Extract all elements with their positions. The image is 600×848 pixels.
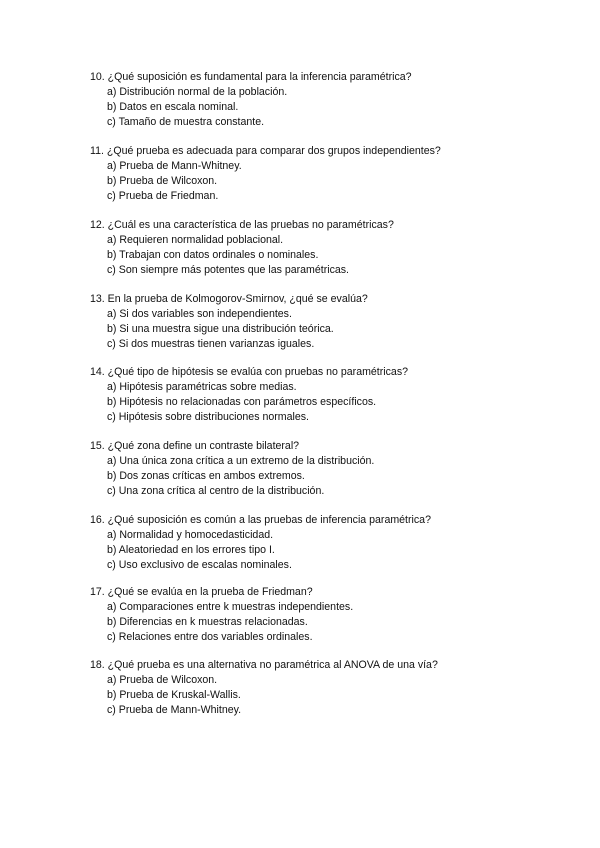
option-c: c) Tamaño de muestra constante.	[107, 115, 265, 128]
option-c: c) Relaciones entre dos variables ordinales.	[107, 630, 313, 643]
question-text: 12. ¿Cuál es una característica de las pruebas no paramétricas?	[90, 219, 394, 231]
option-b: b) Trabajan con datos ordinales o nominales.	[107, 248, 319, 261]
question-18	[90, 658, 570, 717]
question-17	[90, 585, 570, 644]
option-b: b) Dos zonas críticas en ambos extremos.	[107, 469, 305, 482]
option-c: c) Prueba de Friedman.	[107, 189, 219, 202]
option-c: c) Prueba de Mann-Whitney.	[107, 703, 242, 716]
option-c: c) Una zona crítica al centro de la distribución.	[107, 484, 325, 497]
option-c: c) Uso exclusivo de escalas nominales.	[107, 558, 292, 571]
question-text: 16. ¿Qué suposición es común a las pruebas de inferencia paramétrica?	[90, 514, 431, 526]
option-a: a) Hipótesis paramétricas sobre medias.	[107, 381, 297, 393]
option-a: a) Si dos variables son independientes.	[107, 308, 292, 320]
question-13	[90, 292, 570, 351]
option-b: b) Si una muestra sigue una distribución teórica.	[107, 322, 334, 335]
option-a: a) Requieren normalidad poblacional.	[107, 234, 284, 246]
question-text: 15. ¿Qué zona define un contraste bilateral?	[90, 440, 300, 452]
question-text: 13. En la prueba de Kolmogorov-Smirnov, ¿qué se evalúa?	[90, 293, 368, 305]
question-16	[90, 513, 570, 572]
option-a: a) Prueba de Mann-Whitney.	[107, 160, 242, 172]
question-text: 10. ¿Qué suposición es fundamental para la inferencia paramétrica?	[90, 71, 412, 83]
question-text: 18. ¿Qué prueba es una alternativa no paramétrica al ANOVA de una vía?	[90, 659, 438, 671]
question-text: 17. ¿Qué se evalúa en la prueba de Friedman?	[90, 586, 313, 598]
option-b: b) Datos en escala nominal.	[107, 100, 239, 113]
question-10	[90, 70, 570, 129]
option-c: c) Si dos muestras tienen varianzas iguales.	[107, 337, 315, 350]
option-a: a) Distribución normal de la población.	[107, 86, 288, 98]
option-a: a) Comparaciones entre k muestras independientes.	[107, 601, 354, 613]
option-b: b) Prueba de Wilcoxon.	[107, 174, 218, 187]
option-b: b) Prueba de Kruskal-Wallis.	[107, 688, 241, 701]
option-b: b) Diferencias en k muestras relacionadas.	[107, 615, 308, 628]
question-12	[90, 218, 570, 277]
option-a: a) Una única zona crítica a un extremo de la distribución.	[107, 455, 375, 467]
question-14	[90, 365, 570, 424]
question-15	[90, 439, 570, 498]
option-a: a) Normalidad y homocedasticidad.	[107, 529, 274, 541]
option-b: b) Hipótesis no relacionadas con parámetros específicos.	[107, 395, 377, 408]
option-c: c) Son siempre más potentes que las paramétricas.	[107, 263, 350, 276]
option-c: c) Hipótesis sobre distribuciones normales.	[107, 410, 309, 423]
option-b: b) Aleatoriedad en los errores tipo I.	[107, 543, 275, 556]
option-a: a) Prueba de Wilcoxon.	[107, 674, 218, 686]
question-text: 14. ¿Qué tipo de hipótesis se evalúa con pruebas no paramétricas?	[90, 366, 409, 378]
question-text: 11. ¿Qué prueba es adecuada para comparar dos grupos independientes?	[90, 145, 441, 157]
question-11	[90, 144, 570, 203]
